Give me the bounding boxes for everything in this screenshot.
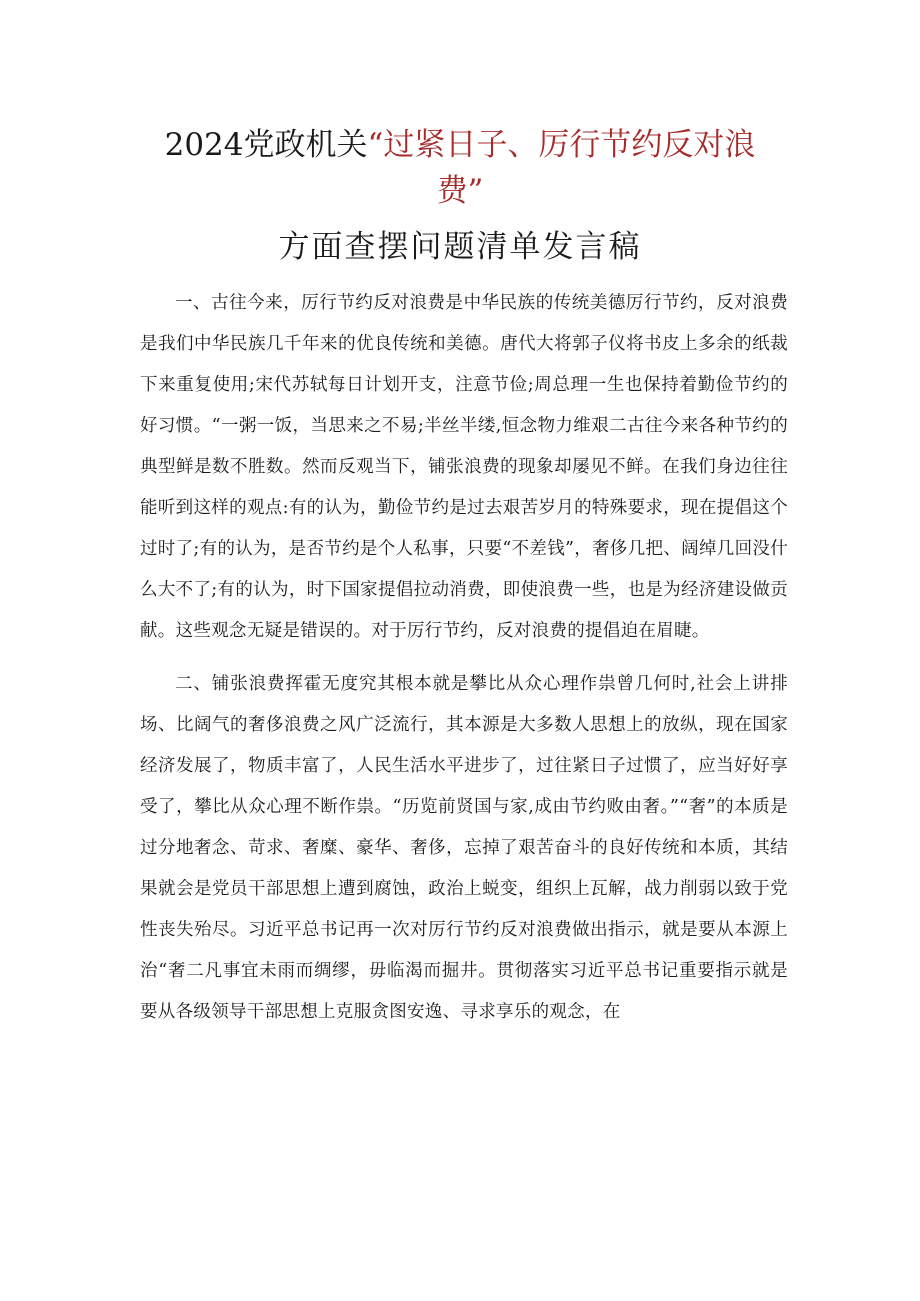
- document-title: [140, 122, 780, 214]
- paragraph-2: 二、铺张浪费挥霍无度究其根本就是攀比从众心理作祟曾几何时,社会上讲排场、比阔气的奢侈浪费之风广泛流行，其本源是大多数人思想上的放纵，现在国家经济发展了，物质丰富了，人民生活水平进步了，过往紧日子过惯了，应当好好享受了，攀比从众心理不断作祟。“历览前贤国与家,成由节约败由奢。”“奢”的本质是过分地奢念、苛求、奢糜、豪华、奢侈，忘掉了艰苦奋斗的良好传统和本质，其结果就会是党员干部思想上遭到腐蚀，政治上蜕变，组织上瓦解，战力削弱以致于党性丧失殆尽。习近平总书记再一次对厉行节约反对浪费做出指示，就是要从本源上治“奢二凡事宜未雨而绸缪，毋临渴而掘井。贯彻落实习近平总书记重要指示就是要从各级领导干部思想上克服贪图安逸、寻求享乐的观念，在: [140, 674, 788, 1022]
- title-prefix: 2024党政机关: [164, 127, 368, 163]
- title-highlight: “过紧日子、厉行节约反对浪: [367, 127, 756, 163]
- title-line-1: [140, 122, 780, 168]
- document-subtitle: 方面查摆问题清单发言稿: [278, 229, 642, 265]
- paragraph-1: 一、古往今来，厉行节约反对浪费是中华民族的传统美德厉行节约，反对浪费是我们中华民族几千年来的优良传统和美德。唐代大将郭子仪将书皮上多余的纸裁下来重复使用;宋代苏轼每日计划开支，注意节俭;周总理一生也保持着勤俭节约的好习惯。“一粥一饭，当思来之不易;半丝半缕,恒念物力维艰二古往今来各种节约的典型鲜是数不胜数。然而反观当下，铺张浪费的现象却屡见不鲜。在我们身边往往能听到这样的观点:有的认为，勤俭节约是过去艰苦岁月的特殊要求，现在提倡这个过时了;有的认为，是否节约是个人私事，只要“不差钱”，奢侈几把、阔绰几回没什么大不了;有的认为，时下国家提倡拉动消费，即使浪费一些，也是为经济建设做贡献。这些观念无疑是错误的。对于厉行节约，反对浪费的提倡迫在眉睫。: [140, 293, 788, 641]
- title-line-2: [140, 168, 780, 214]
- title-highlight-end: 费”: [436, 173, 484, 209]
- document-body: [140, 283, 788, 1033]
